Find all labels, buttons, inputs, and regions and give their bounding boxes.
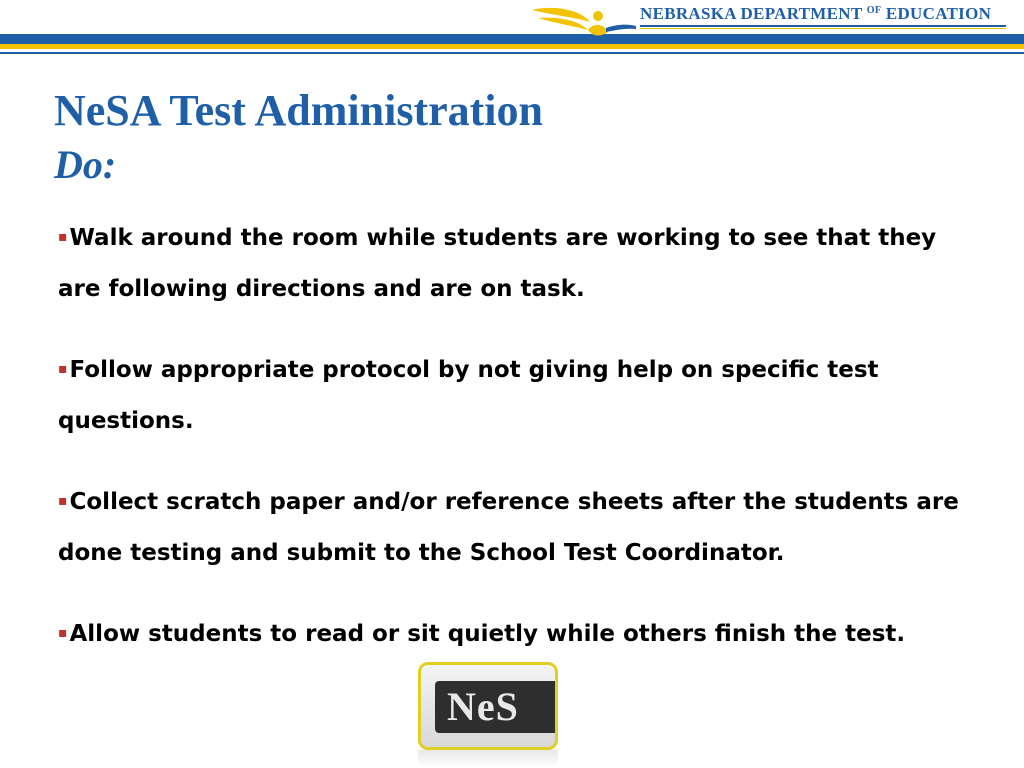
header-thin-stripe xyxy=(0,52,1024,54)
slide-subtitle: Do: xyxy=(54,142,117,187)
bullet-marker: ▪ xyxy=(58,361,68,377)
bullet-list xyxy=(58,212,978,689)
org-name xyxy=(640,4,991,24)
header-gold-stripe xyxy=(0,44,1024,49)
bullet-text: Walk around the room while students are working to see that they are following directions and are on task. xyxy=(58,225,937,302)
list-item xyxy=(58,476,978,579)
org-name-part1: NEBRASKA DEPARTMENT xyxy=(640,4,863,23)
org-name-gold-underline xyxy=(640,28,1006,29)
bullet-marker: ▪ xyxy=(58,625,68,641)
header-blue-stripe xyxy=(0,34,1024,44)
bullet-marker: ▪ xyxy=(58,493,68,509)
list-item xyxy=(58,344,978,447)
header-banner xyxy=(0,0,1024,60)
list-item xyxy=(58,608,978,660)
org-name-of: OF xyxy=(866,5,882,16)
bullet-text: Allow students to read or sit quietly while others finish the test. xyxy=(69,621,906,647)
org-name-part2: EDUCATION xyxy=(885,4,992,23)
bullet-marker: ▪ xyxy=(58,229,68,245)
bullet-text: Collect scratch paper and/or reference sheets after the students are done testing and submit to the School Test Coordinator. xyxy=(58,489,959,566)
slide-title: NeSA Test Administration xyxy=(54,86,543,135)
nesa-logo-reflection xyxy=(418,750,558,768)
nesa-logo-icon xyxy=(418,662,558,750)
org-name-underline xyxy=(640,25,1006,27)
nde-sun-figure-icon xyxy=(528,2,638,46)
list-item xyxy=(58,212,978,315)
nesa-logo-text: NeS xyxy=(447,684,519,729)
bullet-text: Follow appropriate protocol by not giving help on specific test questions. xyxy=(58,357,879,434)
